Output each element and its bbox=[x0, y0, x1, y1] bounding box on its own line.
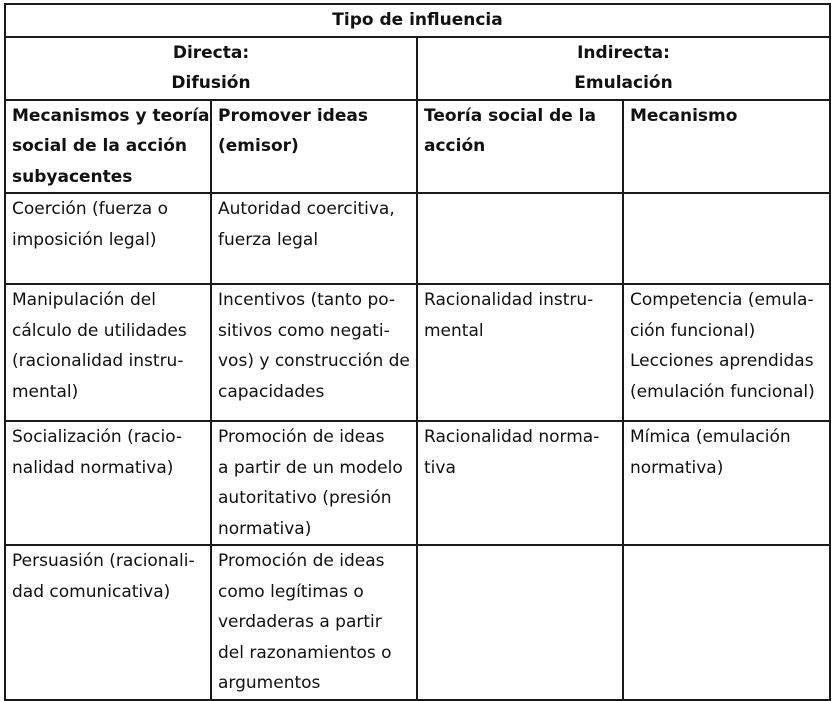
header-line: Mecanismos y teoría bbox=[12, 105, 210, 126]
table-cell-empty bbox=[623, 193, 830, 284]
column-header-teoria bbox=[417, 100, 623, 194]
influence-table bbox=[4, 3, 831, 701]
cell-line: del razonamientos o bbox=[218, 642, 392, 663]
cell-line: (emulación funcional) bbox=[630, 381, 815, 402]
cell-line: dad comunicativa) bbox=[12, 581, 171, 602]
cell-line: ción funcional) bbox=[630, 320, 756, 341]
cell-line: Lecciones aprendidas bbox=[630, 351, 814, 371]
column-header-mecanismo bbox=[623, 100, 830, 194]
group-label-line: Emulación bbox=[574, 73, 673, 93]
table-cell bbox=[211, 193, 417, 284]
header-line: acción bbox=[424, 136, 486, 156]
cell-line: Socialización (racio- bbox=[12, 427, 183, 447]
cell-line: imposición legal) bbox=[12, 229, 157, 250]
group-indirecta bbox=[417, 37, 830, 100]
cell-line: verdaderas a partir bbox=[218, 612, 382, 632]
cell-line: Manipulación del bbox=[12, 290, 156, 310]
cell-line: Autoridad coercitiva, bbox=[218, 199, 395, 219]
cell-line: tiva bbox=[424, 457, 456, 478]
table-cell bbox=[417, 421, 623, 545]
table-cell-empty bbox=[417, 545, 623, 700]
table-cell-empty bbox=[417, 193, 623, 284]
cell-line: Coerción (fuerza o bbox=[12, 199, 168, 219]
cell-line: Competencia (emula- bbox=[630, 290, 814, 310]
column-header-mecanismos bbox=[5, 100, 211, 194]
cell-line: vos) y construcción de bbox=[218, 351, 410, 371]
cell-line: Promoción de ideas bbox=[218, 551, 385, 571]
cell-line: sitivos como negati- bbox=[218, 320, 390, 341]
table-cell bbox=[417, 284, 623, 421]
cell-line: Incentivos (tanto po- bbox=[218, 290, 396, 310]
header-line: social de la acción bbox=[12, 136, 187, 156]
table-cell bbox=[5, 193, 211, 284]
header-line: Teoría social de la bbox=[424, 105, 596, 126]
table-row bbox=[5, 193, 830, 284]
table-title bbox=[5, 4, 830, 37]
cell-line: mental) bbox=[12, 381, 79, 402]
cell-line: (racionalidad instru- bbox=[12, 351, 184, 371]
cell-line: Persuasión (racionali- bbox=[12, 551, 195, 571]
table-cell bbox=[623, 421, 830, 545]
cell-line: cálculo de utilidades bbox=[12, 320, 187, 341]
table-cell-empty bbox=[623, 545, 830, 700]
cell-line: normativa) bbox=[218, 518, 312, 539]
column-header-row bbox=[5, 100, 830, 194]
table-row bbox=[5, 421, 830, 545]
group-label-line: Difusión bbox=[171, 73, 251, 93]
table-cell bbox=[5, 545, 211, 700]
table-row bbox=[5, 284, 830, 421]
cell-line: capacidades bbox=[218, 381, 325, 402]
table-cell bbox=[5, 284, 211, 421]
group-header-row bbox=[5, 37, 830, 100]
cell-line: como legítimas o bbox=[218, 581, 364, 602]
table-row bbox=[5, 545, 830, 700]
cell-line: Mímica (emulación bbox=[630, 427, 791, 447]
cell-line: Racionalidad norma- bbox=[424, 427, 600, 447]
cell-line: Promoción de ideas bbox=[218, 427, 385, 447]
cell-line: nalidad normativa) bbox=[12, 457, 174, 478]
table-cell bbox=[211, 284, 417, 421]
cell-line: a partir de un modelo bbox=[218, 457, 403, 478]
header-line: (emisor) bbox=[218, 136, 299, 156]
table-cell bbox=[211, 545, 417, 700]
cell-line: Racionalidad instru- bbox=[424, 290, 594, 310]
group-label-line: Indirecta: bbox=[577, 42, 670, 63]
column-header-promover bbox=[211, 100, 417, 194]
table-cell bbox=[211, 421, 417, 545]
cell-line: mental bbox=[424, 320, 484, 341]
cell-line: argumentos bbox=[218, 673, 321, 693]
header-line: Promover ideas bbox=[218, 105, 368, 126]
header-line: subyacentes bbox=[12, 166, 133, 187]
cell-line: autoritativo (presión bbox=[218, 488, 392, 508]
header-line: Mecanismo bbox=[630, 105, 738, 126]
group-label-line: Directa: bbox=[172, 42, 250, 63]
group-directa bbox=[5, 37, 417, 100]
cell-line: normativa) bbox=[630, 457, 724, 478]
title-row bbox=[5, 4, 830, 37]
table-cell bbox=[623, 284, 830, 421]
table-cell bbox=[5, 421, 211, 545]
table-title-text: Tipo de influencia bbox=[332, 10, 503, 30]
cell-line: fuerza legal bbox=[218, 229, 319, 250]
